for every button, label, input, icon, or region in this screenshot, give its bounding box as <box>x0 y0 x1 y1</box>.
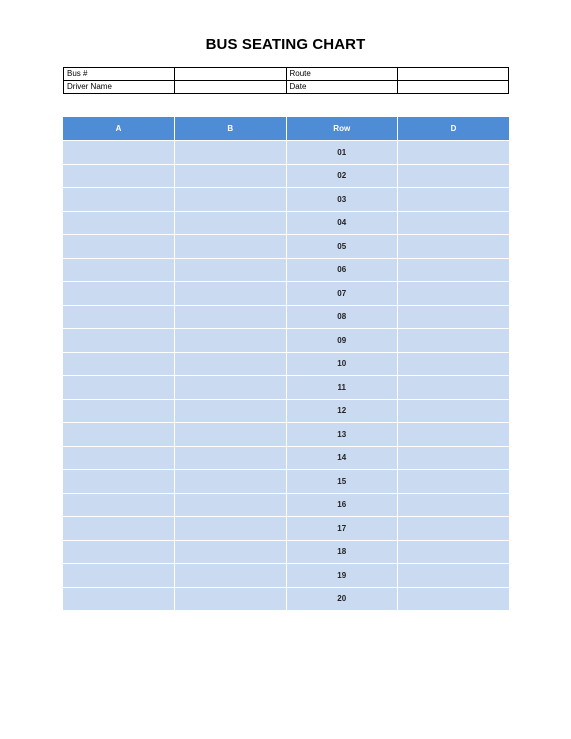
seat-cell-d[interactable] <box>398 282 510 306</box>
driver-name-field[interactable] <box>175 81 286 94</box>
seat-cell-d[interactable] <box>398 235 510 259</box>
row-number: 01 <box>286 141 398 165</box>
seat-cell-d[interactable] <box>398 423 510 447</box>
seat-cell-d[interactable] <box>398 329 510 353</box>
seat-cell-a[interactable] <box>63 446 175 470</box>
seat-cell-b[interactable] <box>175 446 287 470</box>
seat-cell-d[interactable] <box>398 399 510 423</box>
seat-cell-a[interactable] <box>63 282 175 306</box>
date-field[interactable] <box>397 81 508 94</box>
seating-rows <box>63 141 509 611</box>
seat-cell-d[interactable] <box>398 164 510 188</box>
seat-cell-d[interactable] <box>398 188 510 212</box>
seat-cell-a[interactable] <box>63 329 175 353</box>
row-number: 04 <box>286 211 398 235</box>
seat-cell-d[interactable] <box>398 305 510 329</box>
bus-number-field[interactable] <box>175 68 286 81</box>
table-row <box>63 141 509 165</box>
seat-cell-a[interactable] <box>63 517 175 541</box>
table-row <box>63 305 509 329</box>
column-header-b: B <box>175 117 287 141</box>
seat-cell-a[interactable] <box>63 540 175 564</box>
row-number: 18 <box>286 540 398 564</box>
seat-cell-b[interactable] <box>175 235 287 259</box>
table-row <box>63 211 509 235</box>
row-number: 11 <box>286 376 398 400</box>
seat-cell-a[interactable] <box>63 235 175 259</box>
seat-cell-a[interactable] <box>63 188 175 212</box>
row-number: 16 <box>286 493 398 517</box>
table-row <box>63 517 509 541</box>
seat-cell-a[interactable] <box>63 376 175 400</box>
seat-cell-a[interactable] <box>63 258 175 282</box>
table-row <box>63 399 509 423</box>
seat-cell-b[interactable] <box>175 399 287 423</box>
column-header-row: Row <box>286 117 398 141</box>
seat-cell-b[interactable] <box>175 376 287 400</box>
row-number: 14 <box>286 446 398 470</box>
seat-cell-a[interactable] <box>63 305 175 329</box>
table-row <box>63 258 509 282</box>
seat-cell-d[interactable] <box>398 517 510 541</box>
seating-header-row <box>63 117 509 141</box>
row-number: 13 <box>286 423 398 447</box>
seat-cell-b[interactable] <box>175 470 287 494</box>
seat-cell-d[interactable] <box>398 258 510 282</box>
seat-cell-a[interactable] <box>63 423 175 447</box>
table-row <box>63 376 509 400</box>
table-row <box>63 188 509 212</box>
row-number: 10 <box>286 352 398 376</box>
bus-number-label: Bus # <box>64 68 175 81</box>
page-title: BUS SEATING CHART <box>205 36 366 53</box>
row-number: 03 <box>286 188 398 212</box>
info-row-driver <box>64 81 509 94</box>
seat-cell-d[interactable] <box>398 470 510 494</box>
date-label: Date <box>286 81 397 94</box>
row-number: 20 <box>286 587 398 611</box>
seat-cell-a[interactable] <box>63 352 175 376</box>
seat-cell-b[interactable] <box>175 188 287 212</box>
table-row <box>63 587 509 611</box>
row-number: 02 <box>286 164 398 188</box>
row-number: 17 <box>286 517 398 541</box>
seat-cell-b[interactable] <box>175 352 287 376</box>
seat-cell-b[interactable] <box>175 564 287 588</box>
seat-cell-b[interactable] <box>175 258 287 282</box>
table-row <box>63 352 509 376</box>
column-header-d: D <box>398 117 510 141</box>
row-number: 19 <box>286 564 398 588</box>
seat-cell-a[interactable] <box>63 493 175 517</box>
seat-cell-a[interactable] <box>63 470 175 494</box>
seat-cell-d[interactable] <box>398 376 510 400</box>
seat-cell-d[interactable] <box>398 446 510 470</box>
row-number: 15 <box>286 470 398 494</box>
table-row <box>63 235 509 259</box>
seat-cell-b[interactable] <box>175 587 287 611</box>
column-header-a: A <box>63 117 175 141</box>
seat-cell-b[interactable] <box>175 141 287 165</box>
row-number: 12 <box>286 399 398 423</box>
row-number: 07 <box>286 282 398 306</box>
seat-cell-b[interactable] <box>175 282 287 306</box>
seat-cell-d[interactable] <box>398 141 510 165</box>
table-row <box>63 564 509 588</box>
table-row <box>63 282 509 306</box>
row-number: 08 <box>286 305 398 329</box>
seat-cell-d[interactable] <box>398 211 510 235</box>
driver-name-label: Driver Name <box>64 81 175 94</box>
row-number: 05 <box>286 235 398 259</box>
seat-cell-b[interactable] <box>175 164 287 188</box>
seat-cell-d[interactable] <box>398 564 510 588</box>
seat-cell-b[interactable] <box>175 423 287 447</box>
seat-cell-b[interactable] <box>175 540 287 564</box>
seat-cell-d[interactable] <box>398 493 510 517</box>
seat-cell-a[interactable] <box>63 141 175 165</box>
seating-chart-table <box>63 117 509 611</box>
row-number: 06 <box>286 258 398 282</box>
table-row <box>63 470 509 494</box>
seat-cell-b[interactable] <box>175 305 287 329</box>
table-row <box>63 540 509 564</box>
route-label: Route <box>286 68 397 81</box>
table-row <box>63 164 509 188</box>
info-row-bus <box>64 68 509 81</box>
seat-cell-a[interactable] <box>63 587 175 611</box>
seat-cell-b[interactable] <box>175 211 287 235</box>
seat-cell-d[interactable] <box>398 540 510 564</box>
route-field[interactable] <box>397 68 508 81</box>
table-row <box>63 493 509 517</box>
seat-cell-b[interactable] <box>175 517 287 541</box>
seat-cell-b[interactable] <box>175 329 287 353</box>
seat-cell-a[interactable] <box>63 164 175 188</box>
row-number: 09 <box>286 329 398 353</box>
table-row <box>63 423 509 447</box>
seat-cell-b[interactable] <box>175 493 287 517</box>
bus-info-table <box>63 67 509 94</box>
seat-cell-d[interactable] <box>398 587 510 611</box>
seat-cell-d[interactable] <box>398 352 510 376</box>
seat-cell-a[interactable] <box>63 211 175 235</box>
seat-cell-a[interactable] <box>63 399 175 423</box>
seat-cell-a[interactable] <box>63 564 175 588</box>
table-row <box>63 329 509 353</box>
table-row <box>63 446 509 470</box>
